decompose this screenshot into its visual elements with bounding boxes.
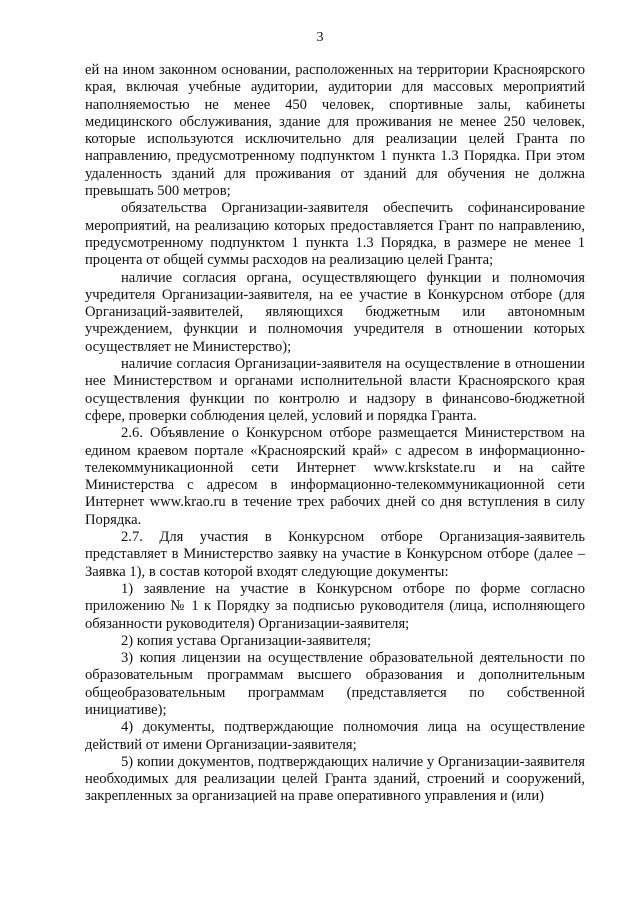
paragraph-control-consent: наличие согласия Организации-заявителя на осуществление в отношении нее Министерством и органами исполнительной власти Красноярского края осуществления функции по контролю и надзору в финансово-бюджетной сфере, проверки соблюдения целей, условий и порядка Гранта. (85, 356, 585, 424)
list-item-2-charter: 2) копия устава Организации-заявителя; (121, 632, 372, 649)
page-number: 3 (316, 30, 324, 45)
list-item-3-license: 3) копия лицензии на осуществление образовательной деятельности по образовательным программам высшего образования и дополнительным общеобразовательным программам (представляется по собственной инициативе); (85, 650, 585, 718)
paragraph-2-7-application: 2.7. Для участия в Конкурсном отборе Организация-заявитель представляет в Министерство заявку на участие в Конкурсном отборе (далее – Заявка 1), в состав которой входят следующие документы: (85, 529, 585, 580)
paragraph-founder-consent: наличие согласия органа, осуществляющего функции и полномочия учредителя Организации-заявителя, на ее участие в Конкурсном отборе (для Организаций-заявителей, являющихся бюджетным или автономным учреждением, функции и полномочия учредителя в отношении которых осуществляет не Министерство); (85, 269, 585, 355)
document-body (85, 62, 585, 806)
paragraph-buildings-continued: ей на ином законном основании, расположенных на территории Красноярского края, включая учебные аудитории, аудитории для массовых мероприятий наполняемостью не менее 450 человек, спортивные залы, кабинеты медицинского обслуживания, здание для проживания не менее 250 человек, которые используются исключительно для реализации целей Гранта по направлению, предусмотренному подпунктом 1 пункта 1.3 Порядка. При этом удаленность зданий для проживания от зданий для обучения не должна превышать 500 метров; (85, 62, 585, 200)
list-item-5-property: 5) копии документов, подтверждающих наличие у Организации-заявителя необходимых для реализации целей Гранта зданий, строений и сооружений, закрепленных за организацией на праве оперативного управления и (или) (85, 753, 585, 805)
paragraph-cofinancing: обязательства Организации-заявителя обеспечить софинансирование мероприятий, на реализацию которых предоставляется Грант по направлению, предусмотренному подпунктом 1 пункта 1.3 Порядка, в размере не менее 1 процента от общей суммы расходов на реализацию целей Гранта; (85, 200, 585, 269)
paragraph-2-6-announcement: 2.6. Объявление о Конкурсном отборе размещается Министерством на едином краевом портале «Красноярский край» с адресом в информационно-телекоммуникационной сети Интернет www.krskstate.ru и на сайте Министерства с адресом в информационно-телекоммуникационной сети Интернет www.krao.ru в течение трех рабочих дней со дня вступления в силу Порядка. (85, 425, 585, 528)
list-item-1-statement: 1) заявление на участие в Конкурсном отборе по форме согласно приложению № 1 к Порядку за подписью руководителя (лица, исполняющего обязанности руководителя) Организации-заявителя; (85, 580, 585, 632)
list-item-4-authority: 4) документы, подтверждающие полномочия лица на осуществление действий от имени Организации-заявителя; (85, 719, 585, 753)
